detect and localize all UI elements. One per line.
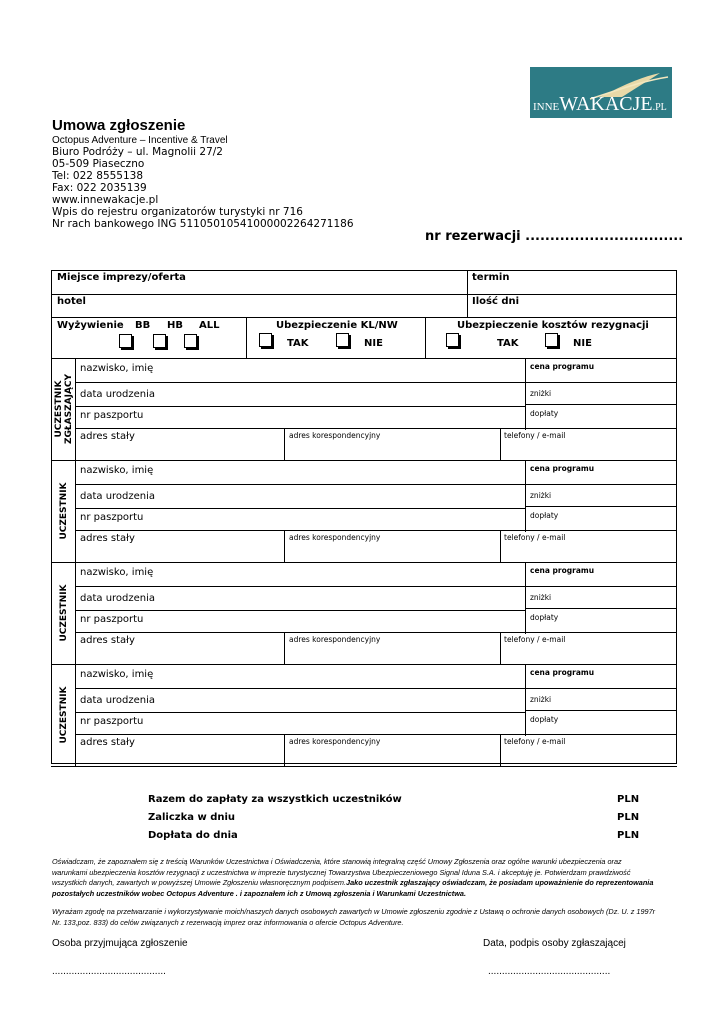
passport-field[interactable]: nr paszportu <box>80 410 144 421</box>
row-divider <box>75 428 677 429</box>
passport-field[interactable]: nr paszportu <box>80 614 144 625</box>
declaration-consent: Oświadczam, że zapoznałem się z treścią Warunków Uczestnictwa i Oświadczenia, które stanowią integralną część Umowy Zgłoszenia oraz ogólne warunki ubezpieczenia oraz warunkami ubezpieczenia kosztów rezygnacji z uczestnictwa w imprezie turystycznej Towarzystwa Ubezpieczeniowego Signal Iduna S.A. i akceptuję je. Potwierdzam prawdziwość wszystkich danych, zawartych w powyższej Umowie Zgłoszeniu własnoręcznym podpisem. <box>52 857 631 888</box>
price-field[interactable]: cena programu <box>530 464 595 473</box>
row-divider <box>75 406 525 407</box>
board-label: Wyżywienie <box>57 320 124 331</box>
column-divider <box>525 460 526 532</box>
column-divider <box>525 664 526 736</box>
row-divider <box>75 734 677 735</box>
insurance-label: Ubezpieczenie KL/NW <box>276 320 398 331</box>
term-label: termin <box>472 272 510 283</box>
correspondence-address-field[interactable]: adres korespondencyjny <box>289 635 381 644</box>
passport-field[interactable]: nr paszportu <box>80 716 144 727</box>
board-all-checkbox[interactable] <box>184 334 197 348</box>
deposit-label: Zaliczka w dniu <box>148 812 236 823</box>
column-divider <box>500 428 501 460</box>
column-divider <box>75 460 76 562</box>
board-option-hb: HB <box>167 320 183 331</box>
row-divider <box>525 710 677 711</box>
row-divider <box>51 294 677 295</box>
logo-prefix: INNE <box>533 101 560 113</box>
phone-email-field[interactable]: telefony / e-mail <box>504 533 566 542</box>
participant-role-line: UCZESTNIK <box>58 584 69 642</box>
column-divider <box>75 562 76 664</box>
participant-role-line: UCZESTNIK <box>53 380 64 438</box>
column-divider <box>500 734 501 766</box>
birth-date-field[interactable]: data urodzenia <box>80 389 156 400</box>
row-divider <box>525 382 677 383</box>
name-field[interactable]: nazwisko, imię <box>80 567 154 578</box>
birth-date-field[interactable]: data urodzenia <box>80 695 156 706</box>
participant-role-label <box>59 482 69 539</box>
total-label: Razem do zapłaty za wszystkich uczestników <box>148 794 402 805</box>
reservation-field[interactable]: ................................ <box>525 229 684 244</box>
name-field[interactable]: nazwisko, imię <box>80 465 154 476</box>
column-divider <box>75 358 76 460</box>
block-divider <box>51 766 677 767</box>
deposit-currency: PLN <box>617 812 640 823</box>
row-divider <box>75 382 525 383</box>
declaration-representation: Jako uczestnik zgłaszający oświadczam, że posiadam upoważnienie do reprezentowania pozostałych uczestników wobec Octopus Adventure . i zapoznałem ich z Umową zgłoszenia i Warunkami Uczestnictwa. <box>52 878 654 898</box>
place-label: Miejsce imprezy/oferta <box>57 272 186 283</box>
column-divider <box>467 270 468 317</box>
discounts-field[interactable]: zniżki <box>530 389 552 398</box>
website-line: www.innewakacje.pl <box>52 194 159 206</box>
logo-text <box>533 93 667 116</box>
applicant-signature-line[interactable]: ............................................ <box>488 966 611 977</box>
column-divider <box>500 530 501 562</box>
row-divider <box>525 608 677 609</box>
row-divider <box>51 317 677 318</box>
row-divider <box>525 688 677 689</box>
correspondence-address-field[interactable]: adres korespondencyjny <box>289 431 381 440</box>
row-divider <box>75 586 525 587</box>
surcharges-field[interactable]: dopłaty <box>530 511 559 520</box>
phone-email-field[interactable]: telefony / e-mail <box>504 635 566 644</box>
price-field[interactable]: cena programu <box>530 668 595 677</box>
column-divider <box>284 632 285 664</box>
participant-side-label <box>52 562 75 664</box>
hotel-label: hotel <box>57 296 86 307</box>
phone-line: Tel: 022 8555138 <box>52 170 144 182</box>
column-divider <box>75 664 76 766</box>
fax-line: Fax: 022 2035139 <box>52 182 147 194</box>
discounts-field[interactable]: zniżki <box>530 491 552 500</box>
row-divider <box>75 484 525 485</box>
row-divider <box>75 610 525 611</box>
participant-role-line: UCZESTNIK <box>58 686 69 744</box>
participant-side-label <box>52 664 75 766</box>
row-divider <box>75 530 677 531</box>
correspondence-address-field[interactable]: adres korespondencyjny <box>289 737 381 746</box>
company-logo <box>530 67 672 118</box>
address-field[interactable]: adres stały <box>80 431 135 442</box>
company-name: Octopus Adventure – Incentive & Travel <box>52 135 228 146</box>
insurance-no-checkbox[interactable] <box>336 333 349 347</box>
phone-email-field[interactable]: telefony / e-mail <box>504 737 566 746</box>
column-divider <box>284 428 285 460</box>
balance-currency: PLN <box>617 830 640 841</box>
discounts-field[interactable]: zniżki <box>530 695 552 704</box>
column-divider <box>284 530 285 562</box>
participant-side-label <box>52 460 75 562</box>
surcharges-field[interactable]: dopłaty <box>530 409 559 418</box>
declaration-text <box>52 857 658 899</box>
row-divider <box>75 712 525 713</box>
column-divider <box>525 562 526 634</box>
block-divider <box>51 460 677 461</box>
birth-date-field[interactable]: data urodzenia <box>80 491 156 502</box>
block-divider <box>51 664 677 665</box>
row-divider <box>75 508 525 509</box>
surcharges-field[interactable]: dopłaty <box>530 715 559 724</box>
gdpr-consent-text: Wyrażam zgodę na przetwarzanie i wykorzystywanie moich/naszych danych osobowych zawartych w Umowie zgłoszeniu zgodnie z Ustawą o ochronie danych osobowych (Dz. U. z 1997r Nr. 133,poz. 833) do celów związanych z rezerwacją imprez oraz informowania o ofercie Octopus Adventure. <box>52 907 656 927</box>
participant-side-label <box>52 358 75 460</box>
registry-line: Wpis do rejestru organizatorów turystyki nr 716 <box>52 206 303 218</box>
address-line: Biuro Podróży – ul. Magnolii 27/2 <box>52 146 223 158</box>
reservation-label: nr rezerwacji <box>425 229 521 244</box>
row-divider <box>75 688 525 689</box>
insurance-yes-label: TAK <box>287 338 309 349</box>
reservation-number <box>425 229 683 244</box>
address-field[interactable]: adres stały <box>80 533 135 544</box>
row-divider <box>525 404 677 405</box>
column-divider <box>284 734 285 766</box>
row-divider <box>525 586 677 587</box>
board-option-all: ALL <box>199 320 220 331</box>
correspondence-address-field[interactable]: adres korespondencyjny <box>289 533 381 542</box>
cancel-insurance-label: Ubezpieczenie kosztów rezygnacji <box>457 320 649 331</box>
address-field[interactable]: adres stały <box>80 635 135 646</box>
name-field[interactable]: nazwisko, imię <box>80 363 154 374</box>
cancel-insurance-no-checkbox[interactable] <box>545 333 558 347</box>
receiver-signature-line[interactable]: ......................................... <box>52 966 166 977</box>
participant-role-line: UCZESTNIK <box>58 482 69 540</box>
row-divider <box>75 632 677 633</box>
insurance-yes-checkbox[interactable] <box>259 333 272 347</box>
participant-role-label <box>59 584 69 641</box>
participant-role-label <box>54 374 74 444</box>
address-field[interactable]: adres stały <box>80 737 135 748</box>
column-divider <box>425 317 426 358</box>
address-line: 05-509 Piaseczno <box>52 158 145 170</box>
bank-account-line: Nr rach bankowego ING 51105010541000002264271186 <box>52 218 354 230</box>
name-field[interactable]: nazwisko, imię <box>80 669 154 680</box>
price-field[interactable]: cena programu <box>530 362 595 371</box>
insurance-no-label: NIE <box>364 338 383 349</box>
board-bb-checkbox[interactable] <box>119 334 132 348</box>
passport-field[interactable]: nr paszportu <box>80 512 144 523</box>
logo-suffix: .PL <box>652 102 667 113</box>
discounts-field[interactable]: zniżki <box>530 593 552 602</box>
logo-main: WAKACJE <box>559 93 653 115</box>
total-currency: PLN <box>617 794 640 805</box>
applicant-signature-label: Data, podpis osoby zgłaszającej <box>483 938 626 949</box>
days-label: Ilość dni <box>472 296 520 307</box>
balance-label: Dopłata do dnia <box>148 830 238 841</box>
phone-email-field[interactable]: telefony / e-mail <box>504 431 566 440</box>
receiver-label: Osoba przyjmująca zgłoszenie <box>52 938 188 949</box>
birth-date-field[interactable]: data urodzenia <box>80 593 156 604</box>
column-divider <box>525 358 526 430</box>
row-divider <box>51 358 677 359</box>
column-divider <box>500 632 501 664</box>
board-option-bb: BB <box>135 320 151 331</box>
cancel-insurance-yes-label: TAK <box>497 338 519 349</box>
row-divider <box>525 484 677 485</box>
cancel-insurance-no-label: NIE <box>573 338 592 349</box>
price-field[interactable]: cena programu <box>530 566 595 575</box>
column-divider <box>246 317 247 358</box>
page-title: Umowa zgłoszenie <box>52 117 186 134</box>
board-hb-checkbox[interactable] <box>153 334 166 348</box>
row-divider <box>525 506 677 507</box>
block-divider <box>51 562 677 563</box>
cancel-insurance-yes-checkbox[interactable] <box>446 333 459 347</box>
surcharges-field[interactable]: dopłaty <box>530 613 559 622</box>
participant-role-label <box>59 686 69 743</box>
participant-role-line: ZGŁASZAJĄCY <box>63 373 74 445</box>
